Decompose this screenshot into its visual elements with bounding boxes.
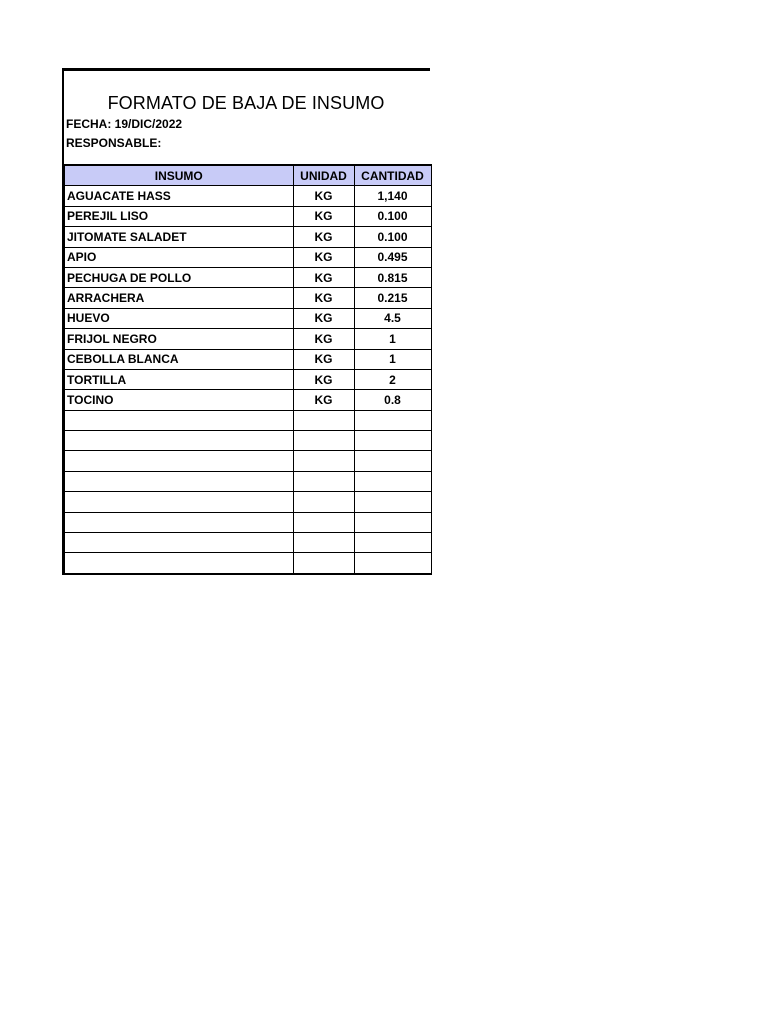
cantidad-cell: 0.495 [354, 247, 431, 267]
unidad-cell: KG [293, 206, 354, 226]
insumo-cell [64, 471, 293, 491]
insumo-cell: PEREJIL LISO [64, 206, 293, 226]
document-title: FORMATO DE BAJA DE INSUMO [107, 93, 385, 113]
insumo-cell: AGUACATE HASS [64, 186, 293, 206]
insumo-cell: JITOMATE SALADET [64, 227, 293, 247]
cantidad-cell: 1 [354, 349, 431, 369]
table-row [64, 267, 431, 287]
table-row [64, 308, 431, 328]
insumo-cell: ARRACHERA [64, 288, 293, 308]
cantidad-cell: 4.5 [354, 308, 431, 328]
insumo-cell: APIO [64, 247, 293, 267]
table-row [64, 288, 431, 308]
cantidad-cell [354, 533, 431, 553]
table-row [64, 369, 431, 389]
fecha-value: 19/DIC/2022 [114, 117, 183, 131]
unidad-cell: KG [293, 227, 354, 247]
table-row [64, 227, 431, 247]
header-unidad: UNIDAD [293, 165, 354, 186]
table-row [64, 349, 431, 369]
unidad-cell [293, 553, 354, 574]
responsable-label: RESPONSABLE: [66, 136, 162, 150]
fecha-line [64, 115, 430, 134]
unidad-cell [293, 451, 354, 471]
table-row [64, 512, 431, 532]
insumo-cell: TORTILLA [64, 369, 293, 389]
unidad-cell: KG [293, 308, 354, 328]
cantidad-cell [354, 553, 431, 574]
header-cantidad: CANTIDAD [354, 165, 431, 186]
table-row [64, 471, 431, 491]
unidad-cell [293, 533, 354, 553]
table-row [64, 431, 431, 451]
insumo-cell [64, 512, 293, 532]
baja-insumo-form [62, 68, 430, 575]
unidad-cell: KG [293, 267, 354, 287]
unidad-cell: KG [293, 247, 354, 267]
cantidad-cell [354, 512, 431, 532]
unidad-cell [293, 431, 354, 451]
insumo-table [63, 164, 432, 575]
unidad-cell [293, 492, 354, 512]
cantidad-cell: 0.100 [354, 206, 431, 226]
cantidad-cell: 0.815 [354, 267, 431, 287]
cantidad-cell: 0.100 [354, 227, 431, 247]
cantidad-cell: 1 [354, 329, 431, 349]
table-row [64, 247, 431, 267]
insumo-cell [64, 451, 293, 471]
table-row [64, 329, 431, 349]
table-row [64, 451, 431, 471]
cantidad-cell [354, 471, 431, 491]
insumo-cell [64, 533, 293, 553]
cantidad-cell: 2 [354, 369, 431, 389]
table-row [64, 553, 431, 574]
table-header-row [64, 165, 431, 186]
unidad-cell: KG [293, 369, 354, 389]
unidad-cell: KG [293, 329, 354, 349]
table-row [64, 533, 431, 553]
cantidad-cell: 1,140 [354, 186, 431, 206]
unidad-cell [293, 471, 354, 491]
insumo-cell [64, 492, 293, 512]
insumo-cell: TOCINO [64, 390, 293, 410]
insumo-cell: PECHUGA DE POLLO [64, 267, 293, 287]
unidad-cell: KG [293, 390, 354, 410]
table-row [64, 492, 431, 512]
table-row [64, 206, 431, 226]
unidad-cell: KG [293, 288, 354, 308]
insumo-cell [64, 431, 293, 451]
table-row [64, 410, 431, 430]
cantidad-cell [354, 431, 431, 451]
spacer [64, 153, 430, 164]
cantidad-cell [354, 451, 431, 471]
unidad-cell [293, 512, 354, 532]
cantidad-cell [354, 492, 431, 512]
unidad-cell: KG [293, 349, 354, 369]
cantidad-cell [354, 410, 431, 430]
responsable-line [64, 134, 430, 153]
table-row [64, 390, 431, 410]
unidad-cell: KG [293, 186, 354, 206]
insumo-cell: HUEVO [64, 308, 293, 328]
cantidad-cell: 0.8 [354, 390, 431, 410]
header-insumo: INSUMO [64, 165, 293, 186]
unidad-cell [293, 410, 354, 430]
cantidad-cell: 0.215 [354, 288, 431, 308]
insumo-cell [64, 553, 293, 574]
fecha-label: FECHA: [66, 117, 112, 131]
table-row [64, 186, 431, 206]
insumo-cell: FRIJOL NEGRO [64, 329, 293, 349]
insumo-cell: CEBOLLA BLANCA [64, 349, 293, 369]
insumo-cell [64, 410, 293, 430]
